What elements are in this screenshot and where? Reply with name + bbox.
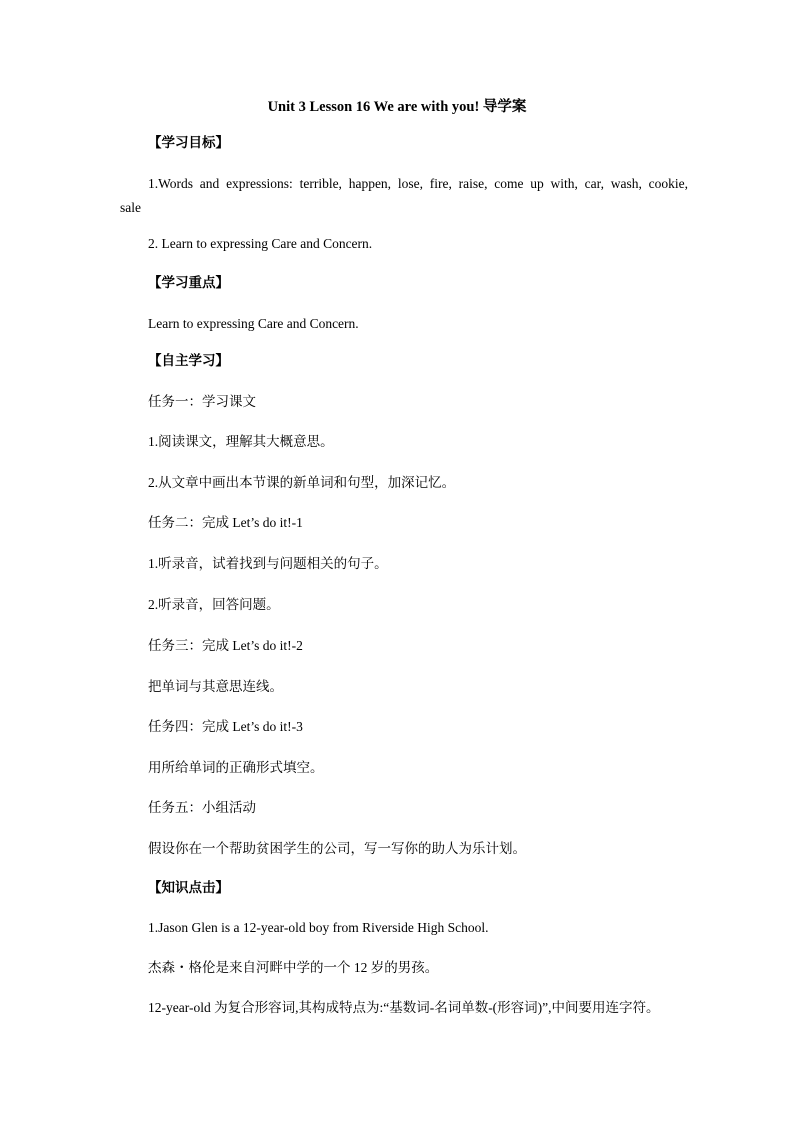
objective-1-line1: 1.Words and expressions: terrible, happen, lose, fire, raise, come up with, car, wash, cookie, <box>148 176 688 191</box>
key-points-heading: 【学习重点】 <box>148 275 229 290</box>
task2-step1: 1.听录音，试着找到与问题相关的句子。 <box>148 556 388 571</box>
knowledge-heading: 【知识点击】 <box>148 880 229 895</box>
task1-step2: 2.从文章中画出本节课的新单词和句型，加深记忆。 <box>148 475 456 490</box>
knowledge-1-translation: 杰森・格伦是来自河畔中学的一个 12 岁的男孩。 <box>148 960 439 975</box>
objectives-heading: 【学习目标】 <box>148 135 229 150</box>
self-study-heading: 【自主学习】 <box>148 353 229 368</box>
task3-title: 任务三：完成 Let’s do it!-2 <box>148 638 303 653</box>
knowledge-1: 1.Jason Glen is a 12-year-old boy from Riverside High School. <box>148 920 489 935</box>
objective-1-line2: sale <box>120 200 141 215</box>
objective-2: 2. Learn to expressing Care and Concern. <box>148 236 373 251</box>
task5-title: 任务五：小组活动 <box>148 800 256 815</box>
task3-step: 把单词与其意思连线。 <box>148 679 283 694</box>
task5-step: 假设你在一个帮助贫困学生的公司，写一写你的助人为乐计划。 <box>148 841 526 856</box>
task4-step: 用所给单词的正确形式填空。 <box>148 760 324 775</box>
key-point: Learn to expressing Care and Concern. <box>148 316 359 331</box>
task2-step2: 2.听录音，回答问题。 <box>148 597 280 612</box>
task4-title: 任务四：完成 Let’s do it!-3 <box>148 719 303 734</box>
task1-step1: 1.阅读课文，理解其大概意思。 <box>148 434 334 449</box>
task2-title: 任务二：完成 Let’s do it!-1 <box>148 515 303 530</box>
task1-title: 任务一：学习课文 <box>148 394 256 409</box>
document-title: Unit 3 Lesson 16 We are with you! 导学案 <box>267 99 527 115</box>
knowledge-1-note: 12-year-old 为复合形容词,其构成特点为:“基数词-名词单数-(形容词)”,中间要用连字符。 <box>148 1000 660 1015</box>
